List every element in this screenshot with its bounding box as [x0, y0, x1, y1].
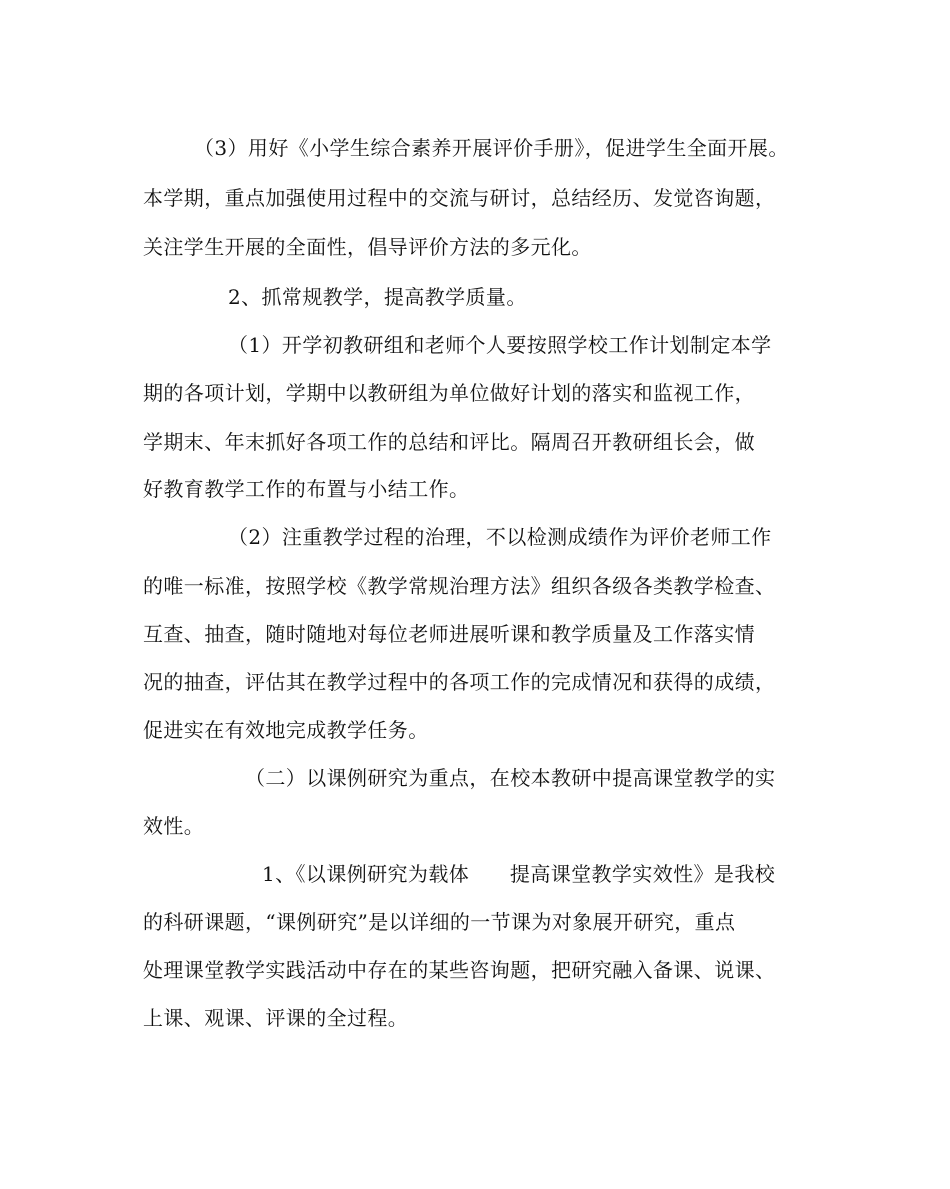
paragraph-4-line-3: 互查、抽查，随时随地对每位老师进展听课和教学质量及工作落实情	[143, 622, 755, 646]
paragraph-6-line-1: 1、《以课例研究为载体 提高课堂教学实效性》是我校	[262, 862, 776, 886]
paragraph-3-line-3: 学期末、年末抓好各项工作的总结和评比。隔周召开教研组长会，做	[143, 430, 755, 454]
paragraph-3-line-4: 好教育教学工作的布置与小结工作。	[143, 477, 470, 501]
paragraph-4-line-1: （2）注重教学过程的治理，不以检测成绩作为评价老师工作	[228, 525, 772, 549]
paragraph-6-line-4: 上课、观课、评课的全过程。	[143, 1006, 409, 1030]
paragraph-5-line-2: 效性。	[143, 814, 205, 838]
paragraph-4-line-5: 促进实在有效地完成教学任务。	[143, 718, 429, 742]
paragraph-3-line-1: （1）开学初教研组和老师个人要按照学校工作计划制定本学	[228, 333, 772, 357]
paragraph-6-line-2: 的科研课题，“课例研究”是以详细的一节课为对象展开研究，重点	[143, 910, 736, 934]
paragraph-5-line-1: （二）以课例研究为重点，在校本教研中提高课堂教学的实	[245, 766, 776, 790]
paragraph-6-line-3: 处理课堂教学实践活动中存在的某些咨询题，把研究融入备课、说课、	[143, 958, 776, 982]
paragraph-2-line-1: 2、抓常规教学，提高教学质量。	[228, 285, 527, 309]
paragraph-1-line-3: 关注学生开展的全面性，倡导评价方法的多元化。	[143, 235, 592, 259]
paragraph-4-line-4: 况的抽查，评估其在教学过程中的各项工作的完成情况和获得的成绩，	[143, 670, 776, 694]
paragraph-4-line-2: 的唯一标准，按照学校《教学常规治理方法》组织各级各类教学检查、	[143, 574, 776, 598]
paragraph-3-line-2: 期的各项计划，学期中以教研组为单位做好计划的落实和监视工作，	[143, 381, 755, 405]
paragraph-1-line-1: （3）用好《小学生综合素养开展评价手册》，促进学生全面开展。	[194, 136, 789, 160]
paragraph-1-line-2: 本学期，重点加强使用过程中的交流与研讨，总结经历、发觉咨询题，	[143, 186, 776, 210]
